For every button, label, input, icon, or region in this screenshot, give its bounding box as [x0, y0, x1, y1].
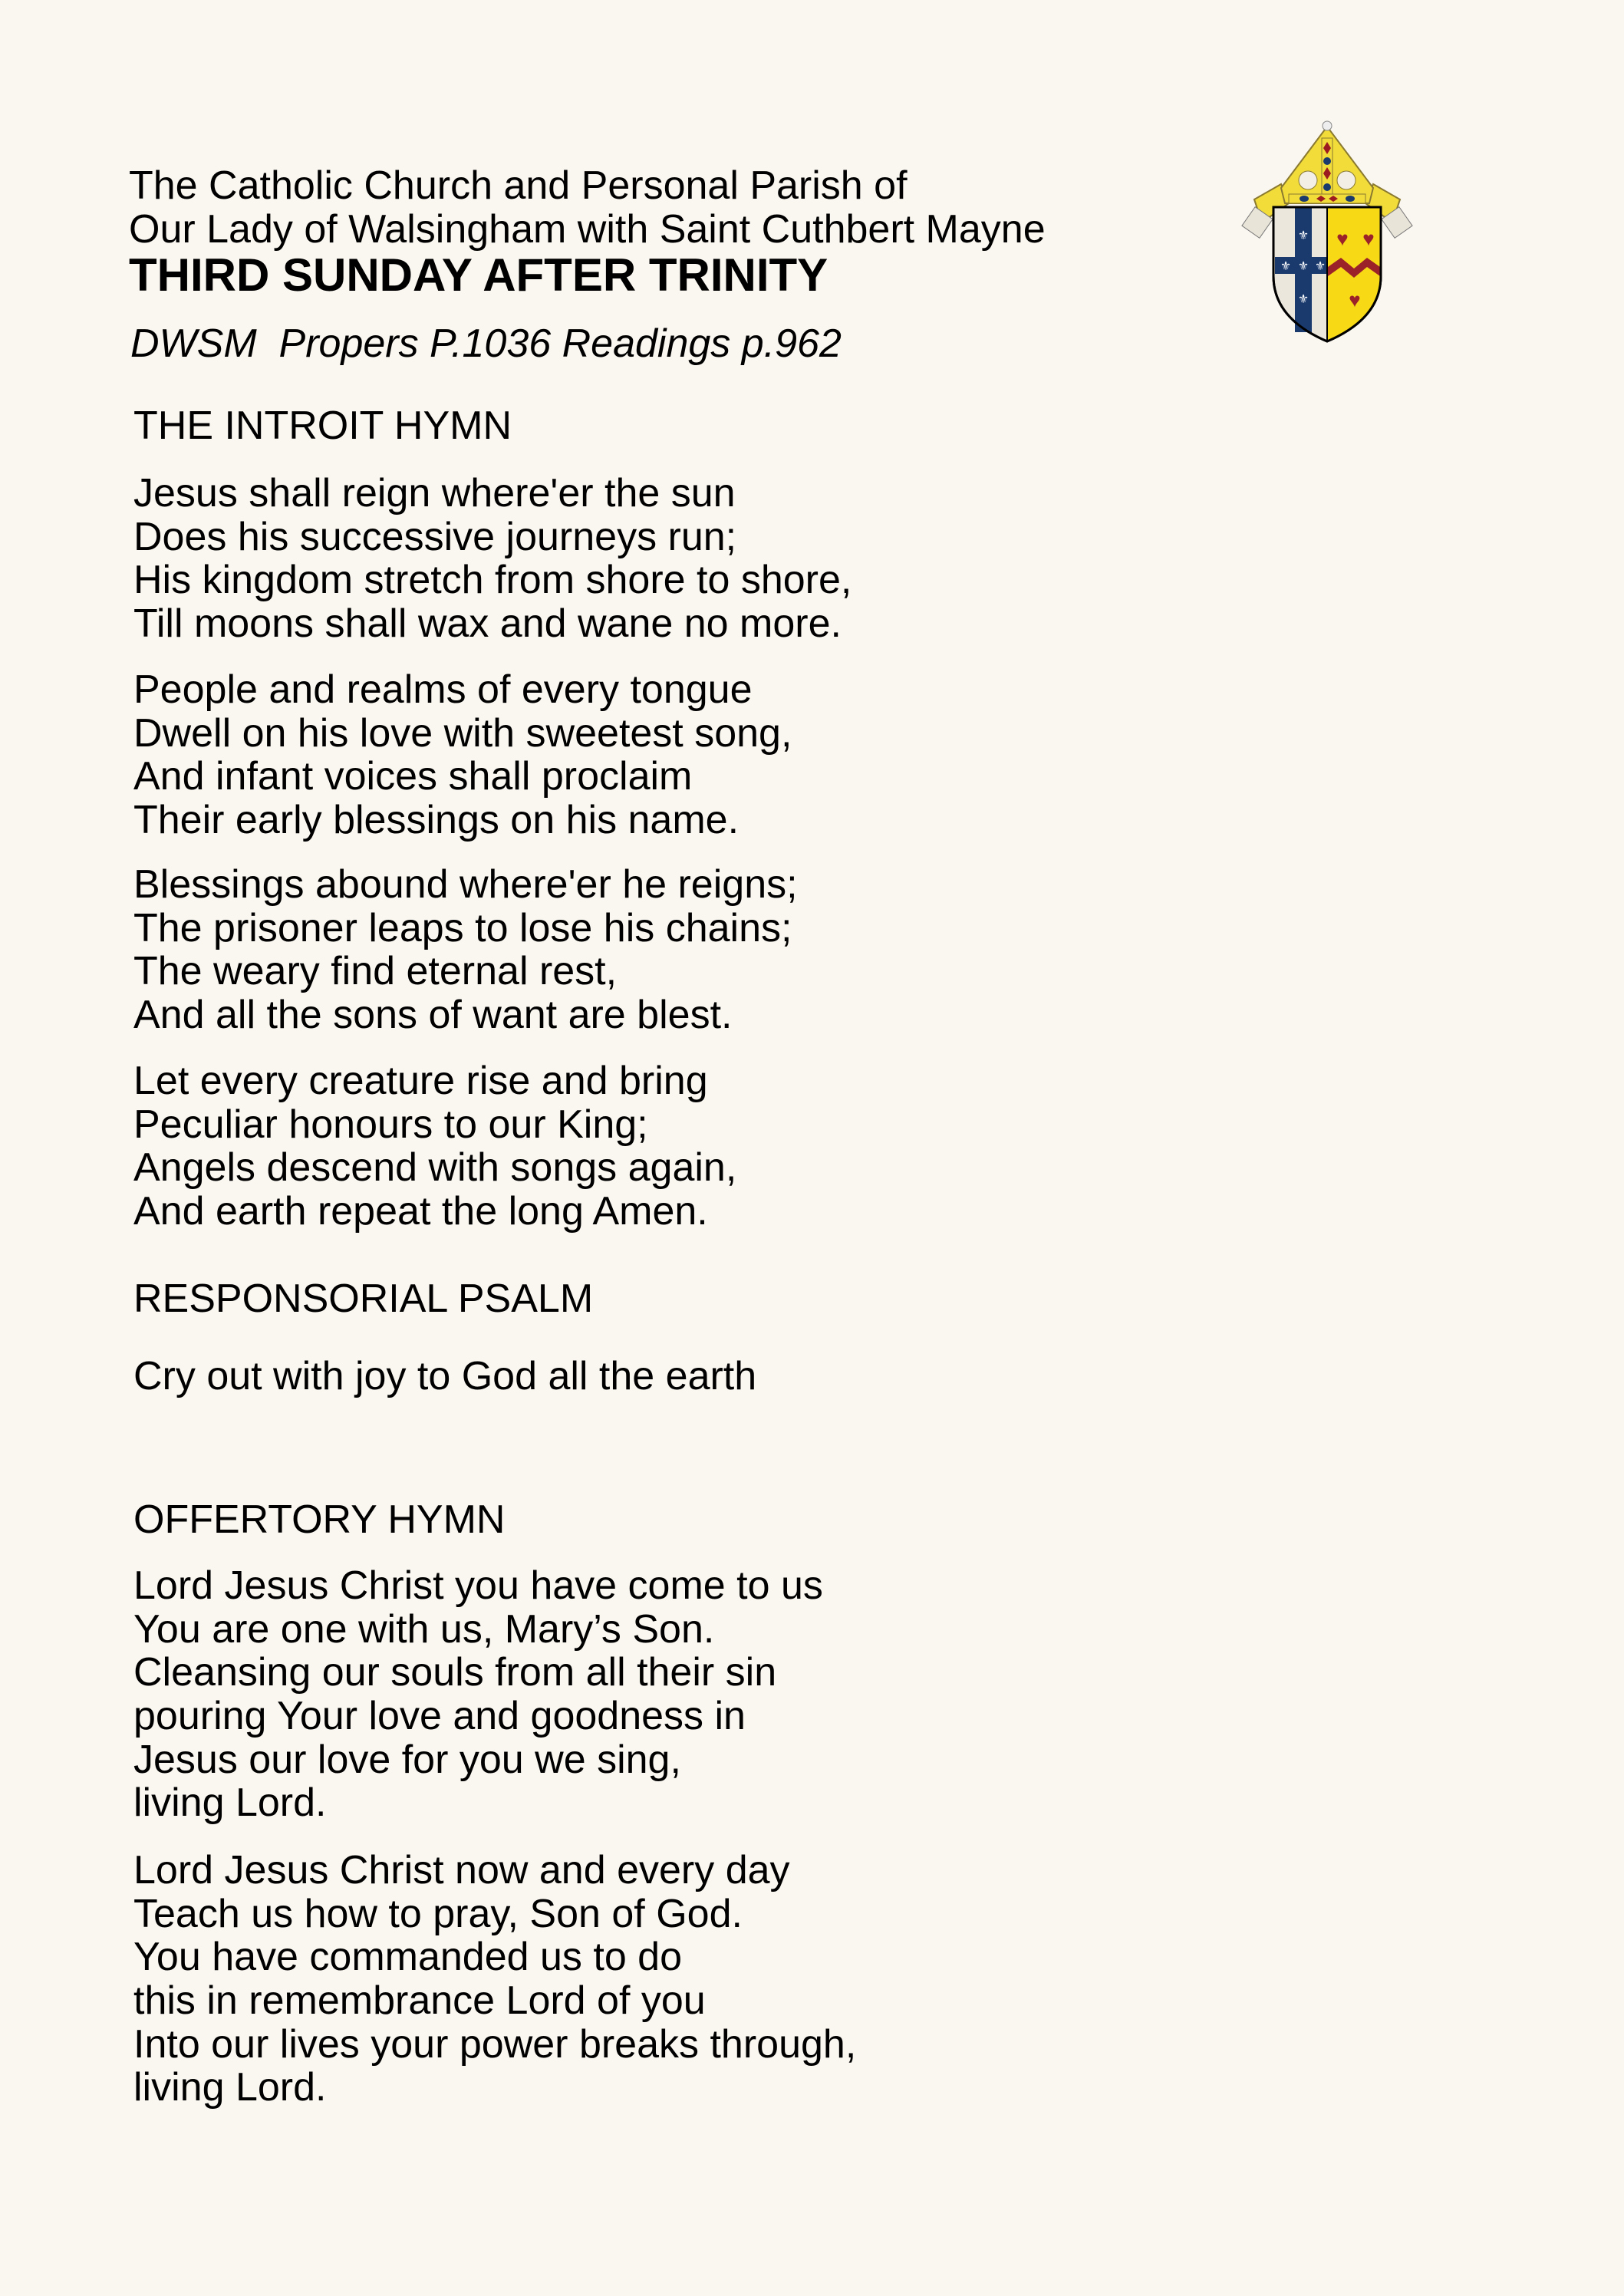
hymn-line: And all the sons of want are blest.: [133, 993, 733, 1038]
hymn-line: this in remembrance Lord of you: [133, 1978, 706, 2024]
hymn-line: pouring Your love and goodness in: [133, 1694, 746, 1739]
svg-text:⚜: ⚜: [1314, 260, 1326, 273]
hymn-line: Their early blessings on his name.: [133, 798, 740, 843]
hymn-line: People and realms of every tongue: [133, 667, 753, 712]
hymn-line: Lord Jesus Christ now and every day: [133, 1848, 790, 1892]
svg-text:⚜: ⚜: [1297, 293, 1309, 306]
introit-stanza-4: [133, 1059, 736, 1234]
coat-of-arms-logo: [1235, 115, 1419, 345]
svg-text:⚜: ⚜: [1280, 260, 1292, 273]
hymn-line: Jesus our love for you we sing,: [133, 1737, 681, 1782]
hymn-line: And earth repeat the long Amen.: [133, 1189, 708, 1234]
hymn-line: Blessings abound where'er he reigns;: [133, 862, 798, 907]
hymn-line: Till moons shall wax and wane no more.: [133, 601, 842, 647]
hymn-line: The prisoner leaps to lose his chains;: [133, 905, 792, 950]
parish-name-line1: The Catholic Church and Personal Parish of: [129, 163, 908, 208]
hymn-line: Teach us how to pray, Son of God.: [133, 1891, 743, 1936]
offertory-stanza-1: [133, 1564, 823, 1825]
hymn-line: The weary find eternal rest,: [133, 949, 618, 994]
hymn-line: Lord Jesus Christ you have come to us: [133, 1563, 823, 1608]
hymn-line: Does his successive journeys run;: [133, 514, 737, 559]
parish-name-line2: Our Lady of Walsingham with Saint Cuthbert Mayne: [129, 207, 1046, 252]
svg-text:♥: ♥: [1336, 227, 1349, 250]
parish-name: [129, 164, 1046, 252]
hymn-line: You are one with us, Mary’s Son.: [133, 1606, 715, 1652]
hymn-line: living Lord.: [133, 1780, 327, 1826]
hymn-line: Angels descend with songs again,: [133, 1145, 737, 1191]
hymn-line: Cleansing our souls from all their sin: [133, 1650, 777, 1695]
page-title: THIRD SUNDAY AFTER TRINITY: [129, 249, 828, 301]
introit-stanza-3: [133, 863, 798, 1037]
svg-text:♥: ♥: [1362, 227, 1375, 250]
svg-text:⚜: ⚜: [1297, 260, 1309, 273]
hymn-line: Peculiar honours to our King;: [133, 1102, 648, 1147]
psalm-heading: RESPONSORIAL PSALM: [133, 1276, 594, 1321]
hymn-line: Dwell on his love with sweetest song,: [133, 710, 792, 756]
offertory-stanza-2: [133, 1849, 856, 2110]
introit-heading: THE INTROIT HYMN: [133, 404, 512, 448]
psalm-response: Cry out with joy to God all the earth: [133, 1354, 757, 1398]
introit-stanza-1: [133, 472, 852, 646]
offertory-heading: OFFERTORY HYMN: [133, 1497, 506, 1542]
hymn-line: You have commanded us to do: [133, 1935, 683, 1980]
hymn-line: His kingdom stretch from shore to shore,: [133, 558, 852, 603]
hymn-line: Into our lives your power breaks through,: [133, 2021, 857, 2067]
hymn-line: living Lord.: [133, 2065, 327, 2110]
svg-text:⚜: ⚜: [1297, 229, 1309, 242]
hymn-line: Jesus shall reign where'er the sun: [133, 471, 736, 516]
introit-stanza-2: [133, 668, 792, 842]
hymn-line: Let every creature rise and bring: [133, 1059, 708, 1103]
book-references: DWSM Propers P.1036 Readings p.962: [130, 321, 842, 366]
hymn-line: And infant voices shall proclaim: [133, 754, 693, 799]
svg-text:♥: ♥: [1349, 288, 1361, 311]
